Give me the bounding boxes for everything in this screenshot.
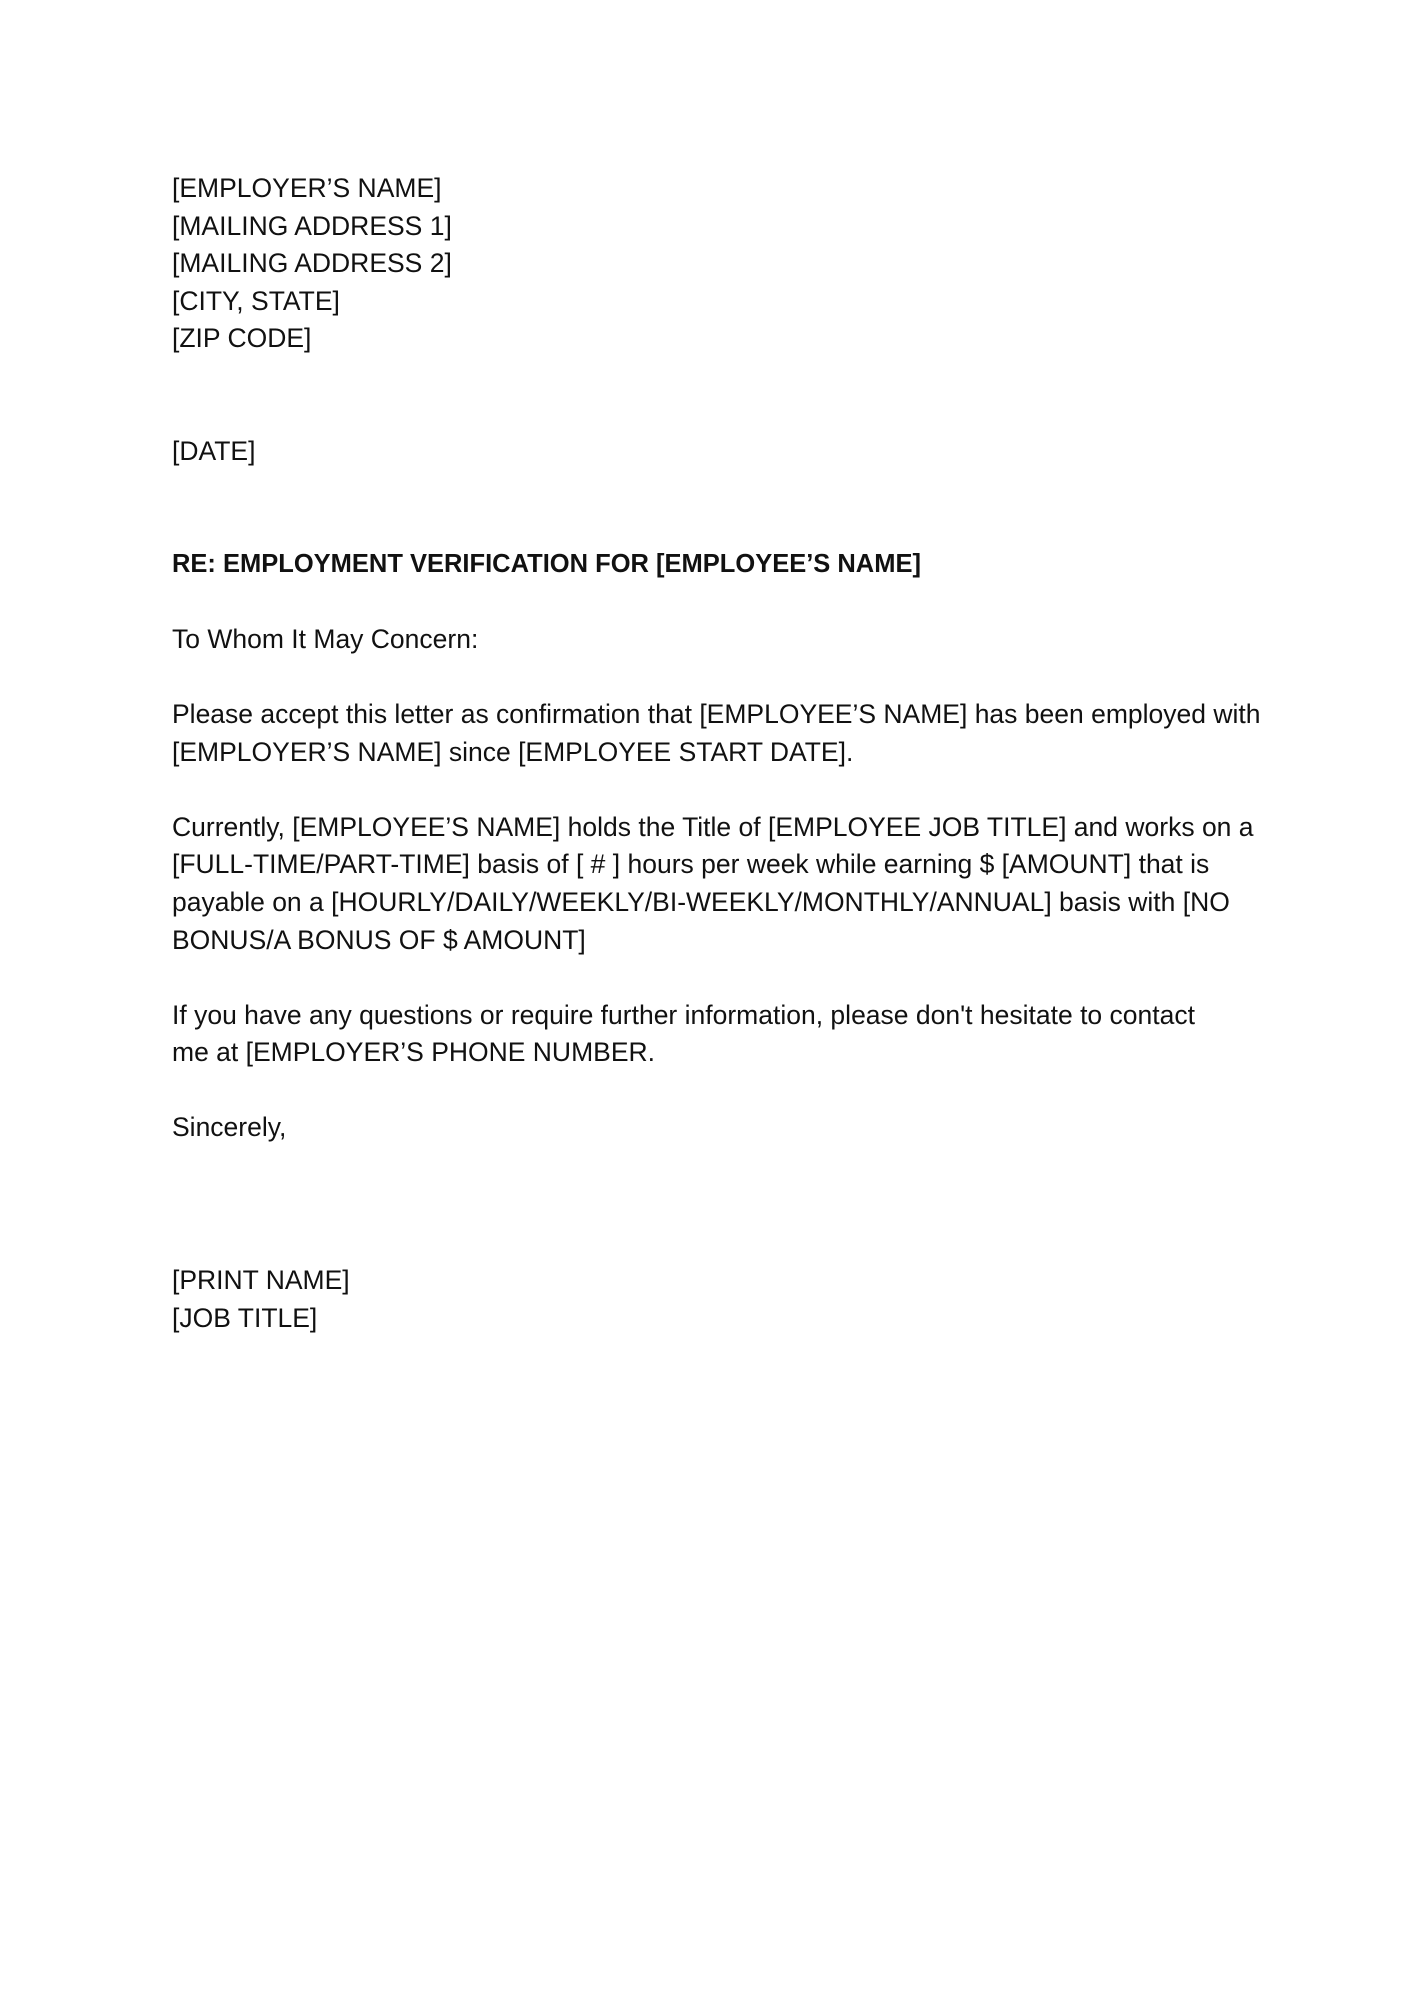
city-state-line: [CITY, STATE] bbox=[172, 285, 340, 316]
paragraph-2-line-3: payable on a [HOURLY/DAILY/WEEKLY/BI-WEEKLY/MONTHLY/ANNUAL] basis with [NO bbox=[172, 886, 1230, 917]
employment-verification-letter bbox=[172, 170, 1261, 1337]
paragraph-2-line-2: [FULL-TIME/PART-TIME] basis of [ # ] hours per week while earning $ [AMOUNT] that is bbox=[172, 849, 1210, 880]
paragraph-3-line-1: If you have any questions or require further information, please don't hesitate to contact bbox=[172, 999, 1195, 1030]
paragraph-contact bbox=[172, 997, 1252, 1072]
paragraph-1-line-1: Please accept this letter as confirmation that [EMPLOYEE’S NAME] has been employed with bbox=[172, 698, 1261, 729]
zip-code-line: [ZIP CODE] bbox=[172, 323, 312, 354]
paragraph-employment-details bbox=[172, 809, 1252, 959]
paragraph-confirmation bbox=[172, 696, 1261, 771]
employer-address-block bbox=[172, 170, 1252, 358]
paragraph-1-line-2: [EMPLOYER’S NAME] since [EMPLOYEE START DATE]. bbox=[172, 736, 854, 767]
date-block bbox=[172, 433, 1252, 471]
subject-text: RE: EMPLOYMENT VERIFICATION FOR [EMPLOYEE’S NAME] bbox=[172, 549, 921, 578]
salutation: To Whom It May Concern: bbox=[172, 623, 479, 654]
salutation-block bbox=[172, 621, 1252, 659]
paragraph-3-line-2: me at [EMPLOYER’S PHONE NUMBER. bbox=[172, 1037, 655, 1068]
mailing-address-2-line: [MAILING ADDRESS 2] bbox=[172, 248, 452, 279]
print-name: [PRINT NAME] bbox=[172, 1265, 350, 1296]
closing-block bbox=[172, 1109, 1252, 1147]
paragraph-2-line-1: Currently, [EMPLOYEE’S NAME] holds the Title of [EMPLOYEE JOB TITLE] and works on a bbox=[172, 811, 1254, 842]
job-title: [JOB TITLE] bbox=[172, 1302, 318, 1333]
paragraph-2-line-4: BONUS/A BONUS OF $ AMOUNT] bbox=[172, 924, 586, 955]
signature-block bbox=[172, 1262, 1252, 1337]
mailing-address-1-line: [MAILING ADDRESS 1] bbox=[172, 210, 452, 241]
letter-date: [DATE] bbox=[172, 435, 256, 466]
closing: Sincerely, bbox=[172, 1112, 287, 1143]
employer-name-line: [EMPLOYER’S NAME] bbox=[172, 173, 442, 203]
subject-line bbox=[172, 546, 1252, 584]
